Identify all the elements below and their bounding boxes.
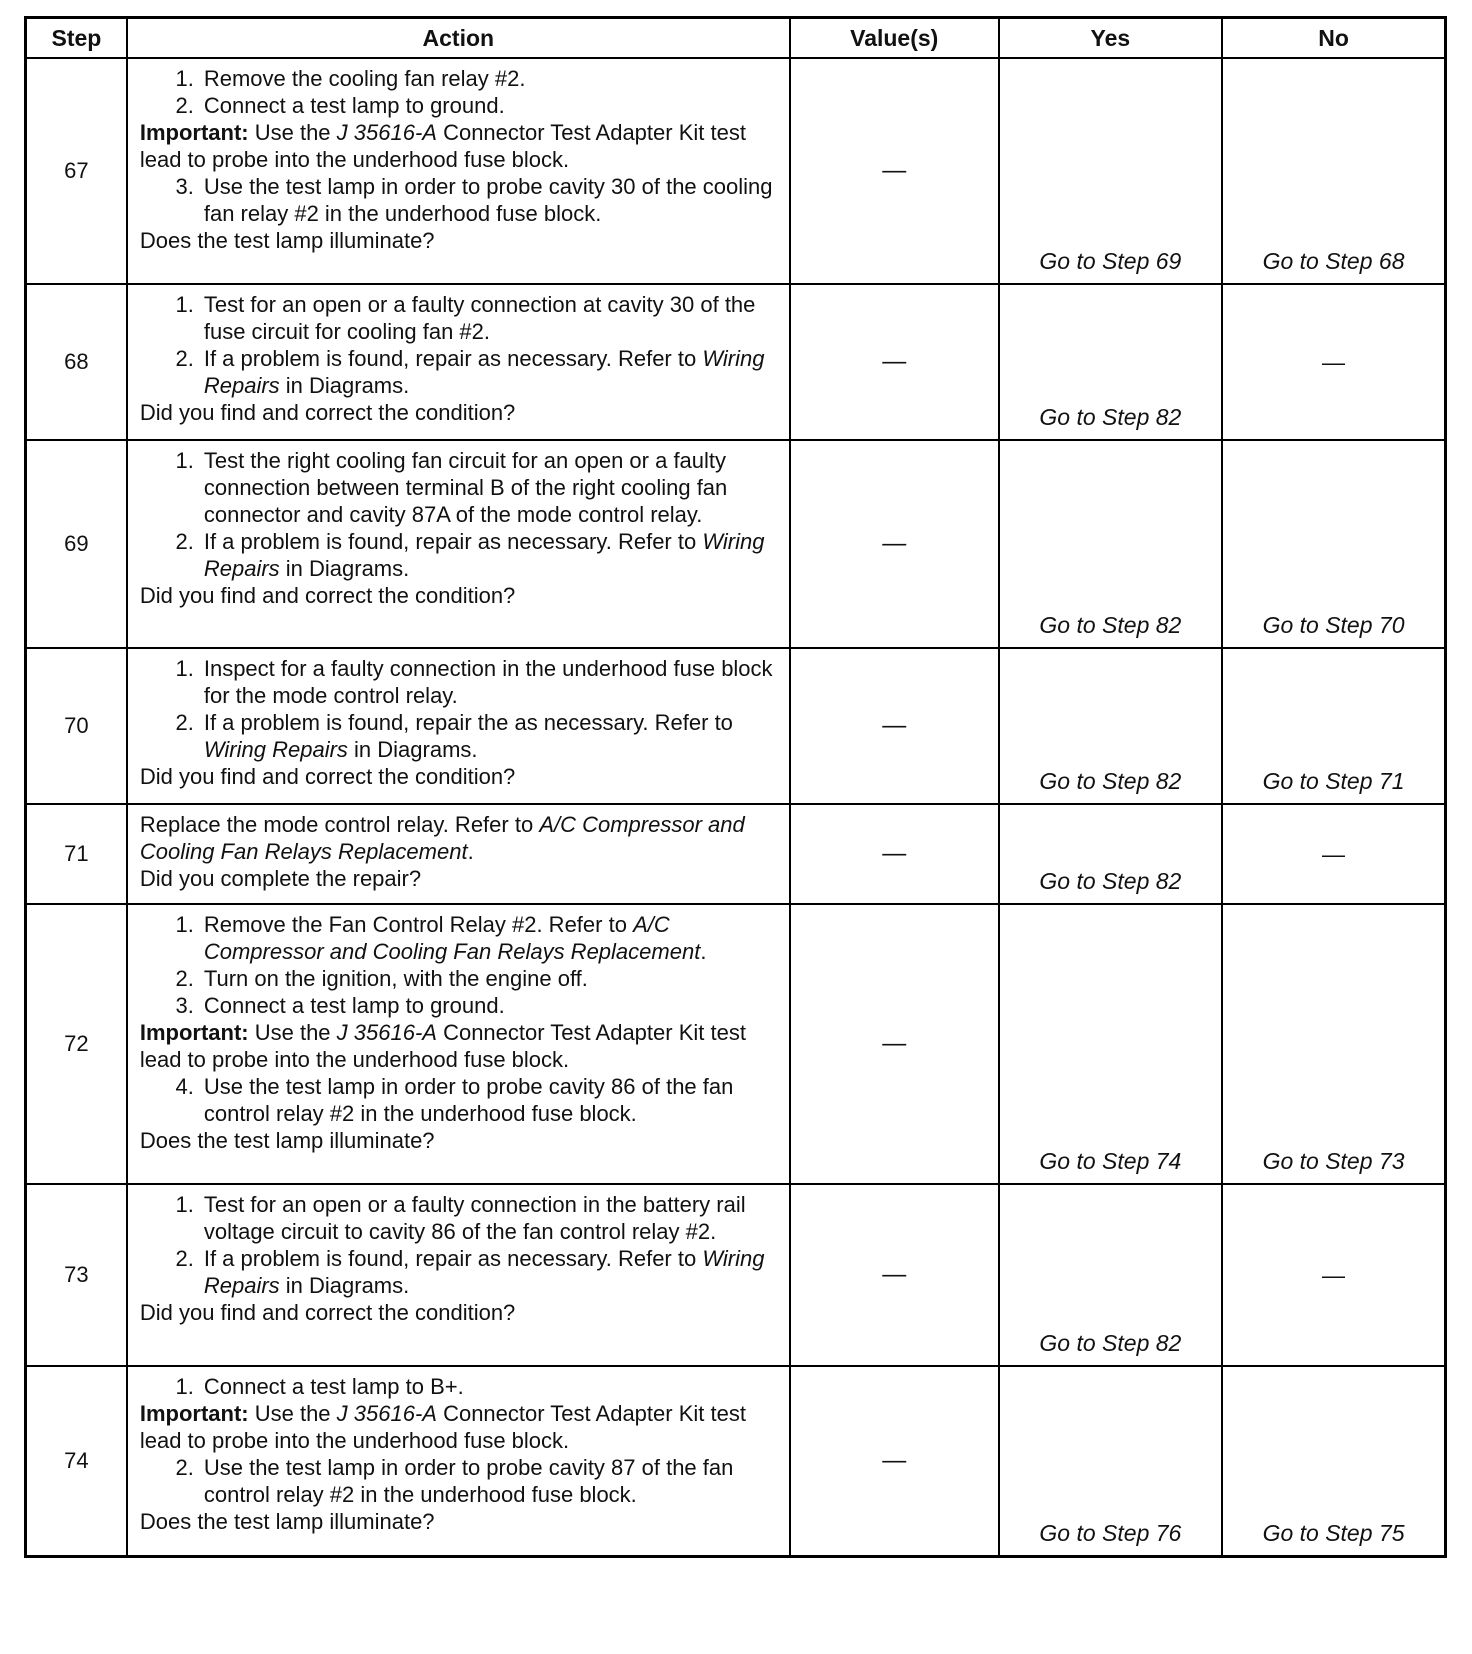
item-text: If a problem is found, repair as necessary. Refer to Wiring Repairs in Diagrams. bbox=[203, 1246, 765, 1298]
header-yes: Yes bbox=[999, 18, 1222, 59]
yes-cell: Go to Step 82 bbox=[999, 1184, 1222, 1366]
yes-cell: Go to Step 82 bbox=[999, 284, 1222, 440]
action-item bbox=[140, 291, 779, 345]
item-text: Connect a test lamp to B+. bbox=[203, 1374, 464, 1399]
yes-cell: Go to Step 82 bbox=[999, 804, 1222, 904]
action-item bbox=[140, 447, 779, 528]
step-number: 67 bbox=[26, 58, 127, 284]
item-text: Test for an open or a faulty connection at cavity 30 of the fuse circuit for cooling fan #2. bbox=[203, 292, 756, 344]
action-item bbox=[140, 1245, 779, 1299]
table-row bbox=[26, 284, 1446, 440]
item-text: Connect a test lamp to ground. bbox=[203, 993, 505, 1018]
action-question: Did you find and correct the condition? bbox=[139, 1300, 516, 1325]
tool-name: J 35616-A bbox=[336, 1401, 437, 1426]
yes-cell: Go to Step 69 bbox=[999, 58, 1222, 284]
item-number: 1. bbox=[175, 1374, 194, 1399]
no-cell: Go to Step 75 bbox=[1222, 1366, 1445, 1556]
action-question: Did you find and correct the condition? bbox=[139, 583, 516, 608]
no-cell: — bbox=[1222, 804, 1445, 904]
item-text: Turn on the ignition, with the engine off. bbox=[203, 966, 588, 991]
table-row bbox=[26, 1184, 1446, 1366]
item-number: 3. bbox=[175, 174, 194, 199]
table-row bbox=[26, 440, 1446, 648]
item-number: 4. bbox=[175, 1074, 194, 1099]
item-text: Connect a test lamp to ground. bbox=[203, 93, 505, 118]
item-number: 2. bbox=[175, 529, 194, 554]
item-text: Inspect for a faulty connection in the underhood fuse block for the mode control relay. bbox=[203, 656, 773, 708]
action-item bbox=[140, 92, 779, 119]
action-item bbox=[140, 528, 779, 582]
action-cell bbox=[127, 284, 790, 440]
value-cell: — bbox=[790, 904, 999, 1184]
header-values: Value(s) bbox=[790, 18, 999, 59]
action-item bbox=[140, 345, 779, 399]
tool-name: J 35616-A bbox=[336, 1020, 437, 1045]
reference-link-text: Wiring Repairs bbox=[203, 737, 348, 762]
item-text: Test the right cooling fan circuit for an open or a faulty connection between terminal B of the right cooling fan connector and cavity 87A of the mode control relay. bbox=[203, 448, 728, 527]
action-question: Did you find and correct the condition? bbox=[139, 764, 516, 789]
item-number: 1. bbox=[175, 912, 194, 937]
action-question: Does the test lamp illuminate? bbox=[139, 1509, 435, 1534]
step-number: 73 bbox=[26, 1184, 127, 1366]
no-cell: Go to Step 70 bbox=[1222, 440, 1445, 648]
action-question: Did you find and correct the condition? bbox=[139, 400, 516, 425]
item-text: Remove the Fan Control Relay #2. Refer to A/C Compressor and Cooling Fan Relays Replacement. bbox=[203, 912, 707, 964]
action-item bbox=[140, 992, 779, 1019]
action-cell bbox=[127, 440, 790, 648]
reference-link-text: Wiring Repairs bbox=[203, 346, 765, 398]
step-number: 71 bbox=[26, 804, 127, 904]
item-number: 1. bbox=[175, 1192, 194, 1217]
header-action: Action bbox=[127, 18, 790, 59]
value-cell: — bbox=[790, 1366, 999, 1556]
no-cell: Go to Step 68 bbox=[1222, 58, 1445, 284]
action-item bbox=[140, 1373, 779, 1400]
reference-link-text: Wiring Repairs bbox=[203, 529, 765, 581]
step-number: 70 bbox=[26, 648, 127, 804]
item-number: 1. bbox=[175, 656, 194, 681]
item-number: 2. bbox=[175, 710, 194, 735]
important-note: Important: Use the J 35616-A Connector Test Adapter Kit test lead to probe into the underhood fuse block. bbox=[139, 1401, 746, 1453]
yes-cell: Go to Step 82 bbox=[999, 648, 1222, 804]
item-number: 2. bbox=[175, 1246, 194, 1271]
action-item bbox=[140, 1073, 779, 1127]
item-number: 2. bbox=[175, 346, 194, 371]
important-label: Important: bbox=[139, 1020, 249, 1045]
value-cell: — bbox=[790, 804, 999, 904]
action-item bbox=[140, 709, 779, 763]
action-cell bbox=[127, 648, 790, 804]
reference-link-text: A/C Compressor and Cooling Fan Relays Replacement bbox=[139, 812, 745, 864]
action-item bbox=[140, 173, 779, 227]
item-number: 2. bbox=[175, 1455, 194, 1480]
value-cell: — bbox=[790, 440, 999, 648]
value-cell: — bbox=[790, 58, 999, 284]
action-item bbox=[140, 655, 779, 709]
important-label: Important: bbox=[139, 120, 249, 145]
table-row bbox=[26, 648, 1446, 804]
action-item bbox=[140, 965, 779, 992]
item-text: Use the test lamp in order to probe cavity 86 of the fan control relay #2 in the underhood fuse block. bbox=[203, 1074, 734, 1126]
action-question: Does the test lamp illuminate? bbox=[139, 1128, 435, 1153]
step-number: 68 bbox=[26, 284, 127, 440]
tool-name: J 35616-A bbox=[336, 120, 437, 145]
item-text: If a problem is found, repair as necessary. Refer to Wiring Repairs in Diagrams. bbox=[203, 529, 765, 581]
item-number: 1. bbox=[175, 66, 194, 91]
item-text: Remove the cooling fan relay #2. bbox=[203, 66, 526, 91]
action-item bbox=[140, 65, 779, 92]
table-row bbox=[26, 804, 1446, 904]
reference-link-text: A/C Compressor and Cooling Fan Relays Replacement bbox=[203, 912, 701, 964]
diagnostic-table bbox=[24, 16, 1447, 1558]
value-cell: — bbox=[790, 1184, 999, 1366]
action-paragraph: Replace the mode control relay. Refer to A/C Compressor and Cooling Fan Relays Replacement. bbox=[139, 812, 745, 864]
table-row bbox=[26, 904, 1446, 1184]
no-cell: — bbox=[1222, 1184, 1445, 1366]
item-number: 3. bbox=[175, 993, 194, 1018]
action-item bbox=[140, 1454, 779, 1508]
step-number: 74 bbox=[26, 1366, 127, 1556]
no-cell: — bbox=[1222, 284, 1445, 440]
no-cell: Go to Step 73 bbox=[1222, 904, 1445, 1184]
important-note: Important: Use the J 35616-A Connector Test Adapter Kit test lead to probe into the underhood fuse block. bbox=[139, 1020, 746, 1072]
reference-link-text: Wiring Repairs bbox=[203, 1246, 765, 1298]
item-text: Use the test lamp in order to probe cavity 87 of the fan control relay #2 in the underhood fuse block. bbox=[203, 1455, 734, 1507]
action-question: Did you complete the repair? bbox=[139, 866, 422, 891]
step-number: 69 bbox=[26, 440, 127, 648]
header-no: No bbox=[1222, 18, 1445, 59]
item-number: 2. bbox=[175, 93, 194, 118]
item-number: 2. bbox=[175, 966, 194, 991]
action-item bbox=[140, 911, 779, 965]
yes-cell: Go to Step 74 bbox=[999, 904, 1222, 1184]
action-cell bbox=[127, 1366, 790, 1556]
item-number: 1. bbox=[175, 292, 194, 317]
table-row bbox=[26, 1366, 1446, 1556]
header-row bbox=[26, 18, 1446, 59]
yes-cell: Go to Step 76 bbox=[999, 1366, 1222, 1556]
action-cell bbox=[127, 904, 790, 1184]
yes-cell: Go to Step 82 bbox=[999, 440, 1222, 648]
action-cell bbox=[127, 804, 790, 904]
item-text: Use the test lamp in order to probe cavity 30 of the cooling fan relay #2 in the underhood fuse block. bbox=[203, 174, 773, 226]
item-text: Test for an open or a faulty connection in the battery rail voltage circuit to cavity 86 of the fan control relay #2. bbox=[203, 1192, 746, 1244]
important-note: Important: Use the J 35616-A Connector Test Adapter Kit test lead to probe into the underhood fuse block. bbox=[139, 120, 746, 172]
action-question: Does the test lamp illuminate? bbox=[139, 228, 435, 253]
item-text: If a problem is found, repair the as necessary. Refer to Wiring Repairs in Diagrams. bbox=[203, 710, 733, 762]
action-item bbox=[140, 1191, 779, 1245]
value-cell: — bbox=[790, 284, 999, 440]
item-text: If a problem is found, repair as necessary. Refer to Wiring Repairs in Diagrams. bbox=[203, 346, 765, 398]
action-cell bbox=[127, 58, 790, 284]
no-cell: Go to Step 71 bbox=[1222, 648, 1445, 804]
item-number: 1. bbox=[175, 448, 194, 473]
value-cell: — bbox=[790, 648, 999, 804]
table-row bbox=[26, 58, 1446, 284]
action-cell bbox=[127, 1184, 790, 1366]
step-number: 72 bbox=[26, 904, 127, 1184]
important-label: Important: bbox=[139, 1401, 249, 1426]
header-step: Step bbox=[26, 18, 127, 59]
